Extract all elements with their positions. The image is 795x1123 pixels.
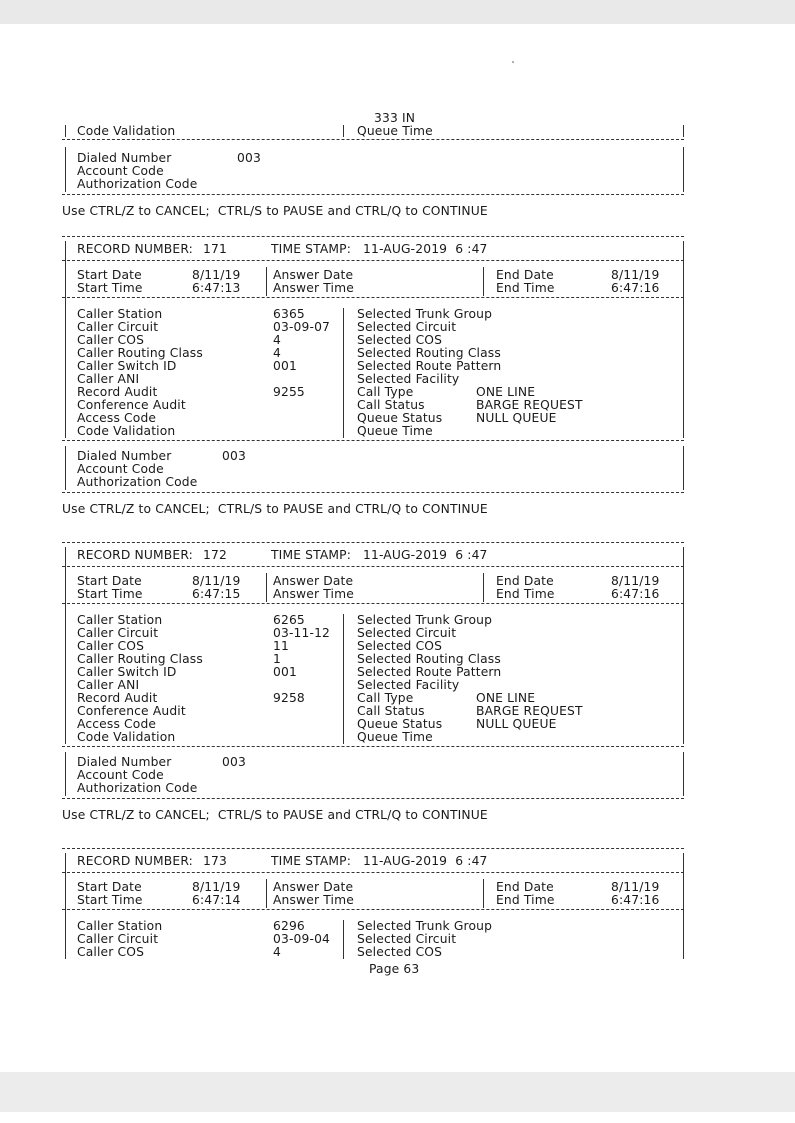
queue-time-label: Queue Time xyxy=(357,124,433,138)
selected-facility-label: Selected Facility xyxy=(357,372,460,386)
time-stamp-label: TIME STAMP: xyxy=(271,548,352,562)
caller-routing-class-value: 4 xyxy=(273,346,281,360)
border-line xyxy=(343,125,344,137)
queue-status-label: Queue Status xyxy=(357,717,443,731)
border-line xyxy=(266,879,267,908)
selected-route-pattern-label: Selected Route Pattern xyxy=(357,359,502,373)
cancel-message: Use CTRL/Z to CANCEL; CTRL/S to PAUSE and CTRL/Q to CONTINUE xyxy=(62,204,488,218)
caller-ani-label: Caller ANI xyxy=(77,678,140,692)
time-stamp-value: 11-AUG-2019 6 :47 xyxy=(363,242,488,256)
border-line xyxy=(683,125,684,137)
caller-circuit-label: Caller Circuit xyxy=(77,932,159,946)
answer-date-label: Answer Date xyxy=(273,268,354,282)
border-line xyxy=(65,241,66,438)
access-code-label: Access Code xyxy=(77,717,157,731)
end-time-label: End Time xyxy=(496,281,555,295)
border-line xyxy=(483,573,484,602)
account-code-label: Account Code xyxy=(77,164,164,178)
caller-circuit-value: 03-11-12 xyxy=(273,626,331,640)
selected-trunk-group-label: Selected Trunk Group xyxy=(357,919,493,933)
selected-circuit-label: Selected Circuit xyxy=(357,320,457,334)
record-audit-value: 9255 xyxy=(273,385,305,399)
call-type-value: ONE LINE xyxy=(476,385,536,399)
selected-facility-label: Selected Facility xyxy=(357,678,460,692)
answer-time-label: Answer Time xyxy=(273,893,354,907)
dialed-number-value: 003 xyxy=(222,755,246,769)
caller-ani-label: Caller ANI xyxy=(77,372,140,386)
border-line xyxy=(266,267,267,296)
code-validation-label: Code Validation xyxy=(77,730,176,744)
end-time-label: End Time xyxy=(496,893,555,907)
selected-circuit-label: Selected Circuit xyxy=(357,932,457,946)
dashed-separator xyxy=(62,440,684,441)
caller-switch-id-label: Caller Switch ID xyxy=(77,665,177,679)
caller-circuit-value: 03-09-04 xyxy=(273,932,331,946)
caller-station-value: 6296 xyxy=(273,919,305,933)
end-date-label: End Date xyxy=(496,880,554,894)
border-line xyxy=(65,853,66,959)
cancel-message: Use CTRL/Z to CANCEL; CTRL/S to PAUSE and CTRL/Q to CONTINUE xyxy=(62,502,488,516)
start-date-value: 8/11/19 xyxy=(192,880,241,894)
selected-trunk-group-label: Selected Trunk Group xyxy=(357,307,493,321)
code-validation-label: Code Validation xyxy=(77,424,176,438)
selected-routing-class-label: Selected Routing Class xyxy=(357,346,501,360)
border-line xyxy=(65,446,66,490)
record-audit-label: Record Audit xyxy=(77,691,158,705)
dashed-separator xyxy=(62,746,684,747)
queue-status-label: Queue Status xyxy=(357,411,443,425)
dialed-number-value: 003 xyxy=(237,151,261,165)
caller-station-label: Caller Station xyxy=(77,919,163,933)
dialed-number-label: Dialed Number xyxy=(77,755,172,769)
caller-switch-id-value: 001 xyxy=(273,359,297,373)
scan-speck xyxy=(512,61,514,63)
call-type-label: Call Type xyxy=(357,385,414,399)
caller-circuit-label: Caller Circuit xyxy=(77,320,159,334)
page-number: Page 63 xyxy=(369,962,420,976)
queue-line: 333 IN xyxy=(374,111,416,125)
start-time-value: 6:47:14 xyxy=(192,893,241,907)
caller-routing-class-label: Caller Routing Class xyxy=(77,346,203,360)
end-date-value: 8/11/19 xyxy=(611,268,660,282)
authorization-code-label: Authorization Code xyxy=(77,475,198,489)
conference-audit-label: Conference Audit xyxy=(77,704,186,718)
conference-audit-label: Conference Audit xyxy=(77,398,186,412)
record-audit-value: 9258 xyxy=(273,691,305,705)
code-validation-label: Code Validation xyxy=(77,124,176,138)
border-line xyxy=(65,147,66,192)
call-type-value: ONE LINE xyxy=(476,691,536,705)
caller-station-value: 6365 xyxy=(273,307,305,321)
scan-top-margin xyxy=(0,0,795,24)
end-date-label: End Date xyxy=(496,268,554,282)
dashed-separator xyxy=(62,603,684,604)
dashed-separator xyxy=(62,297,684,298)
queue-status-value: NULL QUEUE xyxy=(476,717,557,731)
dialed-number-value: 003 xyxy=(222,449,246,463)
selected-cos-label: Selected COS xyxy=(357,333,443,347)
caller-cos-value: 4 xyxy=(273,333,281,347)
dashed-separator xyxy=(62,236,684,237)
caller-cos-value: 11 xyxy=(273,639,289,653)
border-line xyxy=(483,267,484,296)
caller-switch-id-label: Caller Switch ID xyxy=(77,359,177,373)
caller-circuit-label: Caller Circuit xyxy=(77,626,159,640)
caller-cos-label: Caller COS xyxy=(77,333,145,347)
selected-routing-class-label: Selected Routing Class xyxy=(357,652,501,666)
end-date-value: 8/11/19 xyxy=(611,574,660,588)
start-time-value: 6:47:15 xyxy=(192,587,241,601)
answer-date-label: Answer Date xyxy=(273,574,354,588)
record-number-value: 171 xyxy=(203,242,227,256)
border-line xyxy=(683,147,684,192)
call-type-label: Call Type xyxy=(357,691,414,705)
queue-status-value: NULL QUEUE xyxy=(476,411,557,425)
border-line xyxy=(683,853,684,959)
end-time-value: 6:47:16 xyxy=(611,587,660,601)
selected-cos-label: Selected COS xyxy=(357,639,443,653)
caller-switch-id-value: 001 xyxy=(273,665,297,679)
record-number-label: RECORD NUMBER: xyxy=(77,242,193,256)
time-stamp-value: 11-AUG-2019 6 :47 xyxy=(363,854,488,868)
record-number-label: RECORD NUMBER: xyxy=(77,854,193,868)
record-audit-label: Record Audit xyxy=(77,385,158,399)
time-stamp-label: TIME STAMP: xyxy=(271,854,352,868)
account-code-label: Account Code xyxy=(77,462,164,476)
account-code-label: Account Code xyxy=(77,768,164,782)
start-time-label: Start Time xyxy=(77,587,143,601)
start-time-label: Start Time xyxy=(77,281,143,295)
call-status-label: Call Status xyxy=(357,398,425,412)
start-date-value: 8/11/19 xyxy=(192,268,241,282)
call-status-value: BARGE REQUEST xyxy=(476,704,583,718)
time-stamp-label: TIME STAMP: xyxy=(271,242,352,256)
scan-bottom-margin xyxy=(0,1072,795,1112)
caller-station-label: Caller Station xyxy=(77,613,163,627)
authorization-code-label: Authorization Code xyxy=(77,781,198,795)
start-date-value: 8/11/19 xyxy=(192,574,241,588)
border-line xyxy=(483,879,484,908)
caller-circuit-value: 03-09-07 xyxy=(273,320,331,334)
authorization-code-label: Authorization Code xyxy=(77,177,198,191)
start-date-label: Start Date xyxy=(77,574,142,588)
end-date-label: End Date xyxy=(496,574,554,588)
selected-trunk-group-label: Selected Trunk Group xyxy=(357,613,493,627)
queue-time-label: Queue Time xyxy=(357,424,433,438)
start-date-label: Start Date xyxy=(77,880,142,894)
dialed-number-label: Dialed Number xyxy=(77,151,172,165)
border-line xyxy=(266,573,267,602)
dashed-separator xyxy=(62,139,684,140)
caller-cos-value: 4 xyxy=(273,945,281,959)
time-stamp-value: 11-AUG-2019 6 :47 xyxy=(363,548,488,562)
caller-routing-class-label: Caller Routing Class xyxy=(77,652,203,666)
dashed-separator xyxy=(62,909,684,910)
answer-date-label: Answer Date xyxy=(273,880,354,894)
dashed-separator xyxy=(62,798,684,799)
call-status-value: BARGE REQUEST xyxy=(476,398,583,412)
selected-circuit-label: Selected Circuit xyxy=(357,626,457,640)
border-line xyxy=(683,446,684,490)
dashed-separator xyxy=(62,872,684,873)
queue-time-label: Queue Time xyxy=(357,730,433,744)
caller-station-value: 6265 xyxy=(273,613,305,627)
selected-route-pattern-label: Selected Route Pattern xyxy=(357,665,502,679)
border-line xyxy=(683,752,684,796)
answer-time-label: Answer Time xyxy=(273,281,354,295)
start-time-label: Start Time xyxy=(77,893,143,907)
dashed-separator xyxy=(62,492,684,493)
record-number-value: 173 xyxy=(203,854,227,868)
start-time-value: 6:47:13 xyxy=(192,281,241,295)
call-status-label: Call Status xyxy=(357,704,425,718)
dashed-separator xyxy=(62,260,684,261)
cancel-message: Use CTRL/Z to CANCEL; CTRL/S to PAUSE and CTRL/Q to CONTINUE xyxy=(62,808,488,822)
end-time-value: 6:47:16 xyxy=(611,281,660,295)
selected-cos-label: Selected COS xyxy=(357,945,443,959)
border-line xyxy=(683,241,684,438)
border-line xyxy=(343,614,344,744)
end-date-value: 8/11/19 xyxy=(611,880,660,894)
caller-station-label: Caller Station xyxy=(77,307,163,321)
dashed-separator xyxy=(62,542,684,543)
border-line xyxy=(65,125,66,137)
dialed-number-label: Dialed Number xyxy=(77,449,172,463)
caller-routing-class-value: 1 xyxy=(273,652,281,666)
dashed-separator xyxy=(62,566,684,567)
answer-time-label: Answer Time xyxy=(273,587,354,601)
border-line xyxy=(343,308,344,438)
end-time-label: End Time xyxy=(496,587,555,601)
border-line xyxy=(65,547,66,744)
record-number-value: 172 xyxy=(203,548,227,562)
start-date-label: Start Date xyxy=(77,268,142,282)
border-line xyxy=(683,547,684,744)
record-number-label: RECORD NUMBER: xyxy=(77,548,193,562)
dashed-separator xyxy=(62,848,684,849)
caller-cos-label: Caller COS xyxy=(77,945,145,959)
caller-cos-label: Caller COS xyxy=(77,639,145,653)
access-code-label: Access Code xyxy=(77,411,157,425)
dashed-separator xyxy=(62,194,684,195)
end-time-value: 6:47:16 xyxy=(611,893,660,907)
border-line xyxy=(65,752,66,796)
border-line xyxy=(343,920,344,959)
